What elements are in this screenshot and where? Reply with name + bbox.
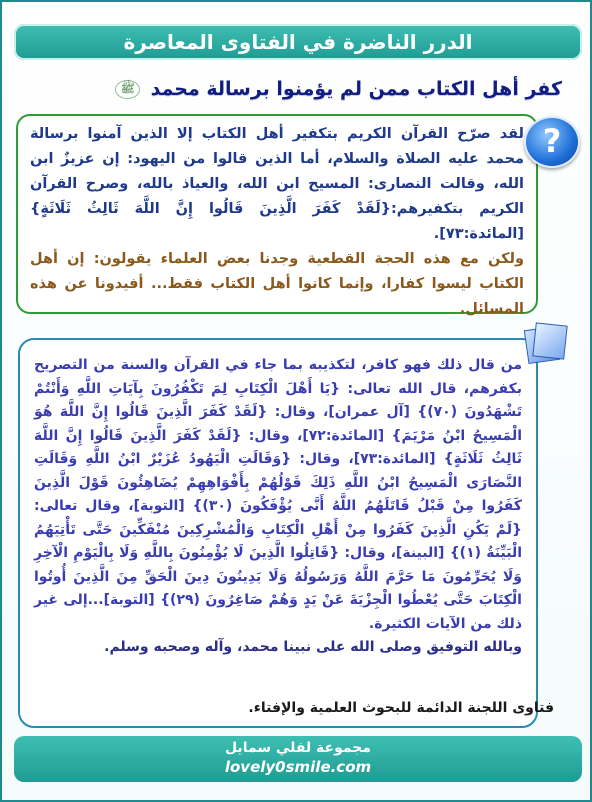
fatwa-title xyxy=(30,78,562,100)
fatwa-source: فتاوى اللجنة الدائمة للبحوث العلمية والإفتاء. xyxy=(248,700,554,716)
answer-paragraph-1: من قال ذلك فهو كافر، لتكذيبه بما جاء في القرآن والسنة من التصريح بكفرهم، قال الله تعالى: {يَا أَهْلَ الْكِتَابِ لِمَ تَكْفُرُونَ بِآيَاتِ اللَّهِ وَأَنْتُمْ تَشْهَدُونَ (٧٠)} [آل عمران]، وقال: {لَقَدْ كَفَرَ الَّذِينَ قَالُوا إِنَّ اللَّهَ هُوَ الْمَسِيحُ ابْنُ مَرْيَمَ} [المائدة:٧٢]، وقال: {لَقَدْ كَفَرَ الَّذِينَ قَالُوا إِنَّ اللَّهَ ثَالِثُ ثَلَاثَةٍ} [المائدة:٧٣]، وقال: {وَقَالَتِ الْيَهُودُ عُزَيْرٌ ابْنُ اللَّهِ وَقَالَتِ النَّصَارَى الْمَسِيحُ ابْنُ اللَّهِ ذَلِكَ قَوْلُهُمْ بِأَفْوَاهِهِمْ يُضَاهِئُونَ قَوْلَ الَّذِينَ كَفَرُوا مِنْ قَبْلُ قَاتَلَهُمُ اللَّهُ أَنَّى يُؤْفَكُونَ (٣٠)} [التوبة]، وقال تعالى: {لَمْ يَكُنِ الَّذِينَ كَفَرُوا مِنْ أَهْلِ الْكِتَابِ وَالْمُشْرِكِينَ مُنْفَكِّينَ حَتَّى تَأْتِيَهُمُ الْبَيِّنَةُ (١)} [البينة]، وقال: {قَاتِلُوا الَّذِينَ لَا يُؤْمِنُونَ بِاللَّهِ وَلَا بِالْيَوْمِ الْآخِرِ وَلَا يُحَرِّمُونَ مَا حَرَّمَ اللَّهُ وَرَسُولُهُ وَلَا يَدِينُونَ دِينَ الْحَقِّ مِنَ الَّذِينَ أُوتُوا الْكِتَابَ حَتَّى يُعْطُوا الْجِزْيَةَ عَنْ يَدٍ وَهُمْ صَاغِرُونَ (٢٩)} [التوبة]...إلى غير ذلك من الآيات الكثيرة. xyxy=(34,357,523,632)
answer-paragraph-2: وبالله التوفيق وصلى الله على نبينا محمد، وآله وصحبه وسلم. xyxy=(104,639,522,655)
footer-url[interactable]: lovely0smile.com xyxy=(224,758,372,776)
documents-icon xyxy=(522,322,568,364)
answer-box xyxy=(18,338,538,728)
question-paragraph-1: لقد صرّح القرآن الكريم بتكفير أهل الكتاب إلا الذين آمنوا برسالة محمد عليه الصلاة والسلام، أما الذين قالوا من اليهود: إن عزيزٌ ابن الله، وقالت النصارى: المسيح ابن الله، والعياذ بالله، وصرح القرآن الكريم بتكفيرهم:{لَقَدْ كَفَرَ الَّذِينَ قَالُوا إِنَّ اللَّهَ ثَالِثُ ثَلَاثَةٍ} [المائدة:٧٣]. xyxy=(30,126,524,242)
header-bar xyxy=(14,24,582,60)
fatwa-title-text: كفر أهل الكتاب ممن لم يؤمنوا برسالة محمد xyxy=(150,78,562,100)
document-page-front xyxy=(532,322,567,359)
honorific-seal: ﷺ xyxy=(115,80,140,99)
footer-brand: مجموعة لفلي سمايل xyxy=(224,740,372,756)
question-box xyxy=(16,114,538,317)
footer-bar xyxy=(14,736,582,782)
question-mark-icon: ? xyxy=(524,116,580,168)
page-title: الدرر الناضرة في الفتاوى المعاصرة xyxy=(123,30,473,54)
question-paragraph-2: ولكن مع هذه الحجة القطعية وجدنا بعض العلماء يقولون: إن أهل الكتاب ليسوا كفارا، وإنما كانوا أهل الكتاب فقط... أفيدونا عن هذه المسائل. xyxy=(30,251,524,317)
